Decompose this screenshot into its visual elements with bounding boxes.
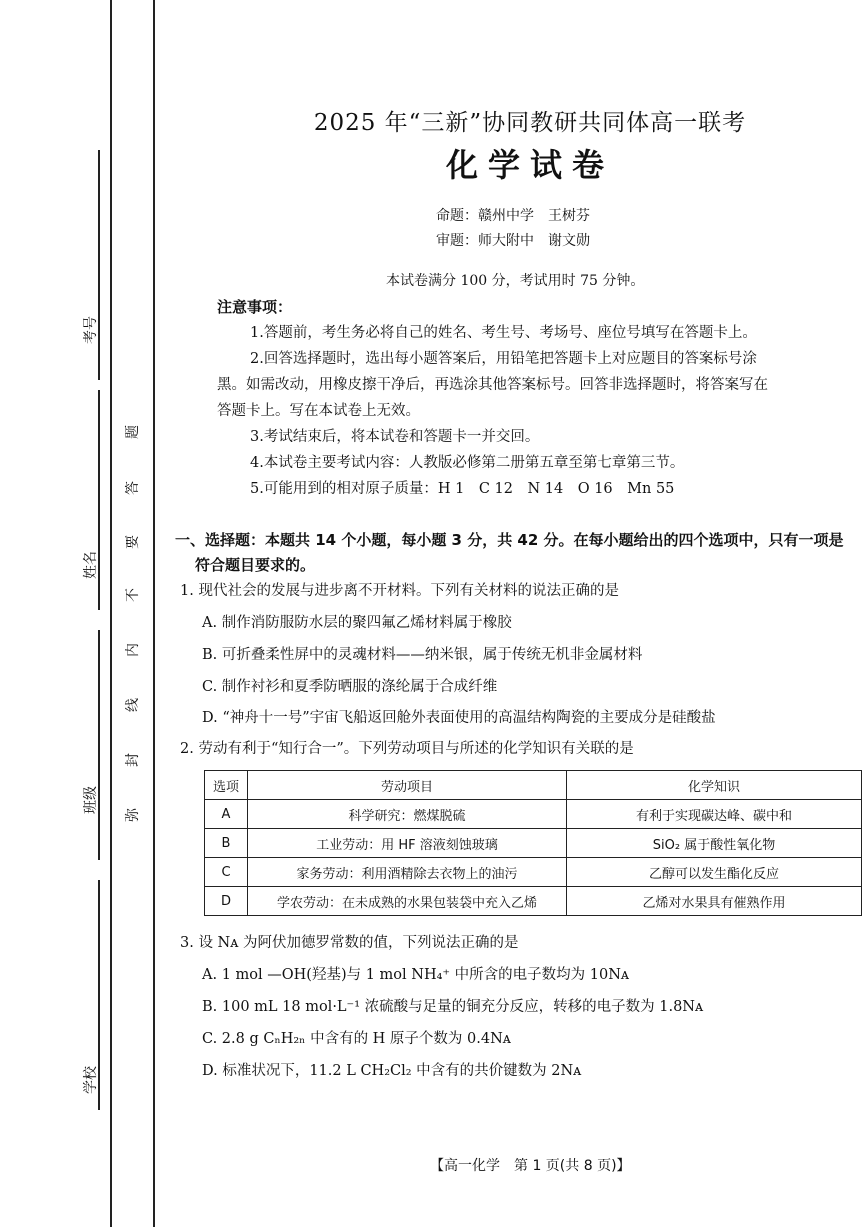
name-label: 姓名 [83,551,99,579]
table-cell: C [205,858,248,887]
table-header-cell: 劳动项目 [248,771,567,800]
table-row [205,800,862,829]
page-footer: 【高一化学 第 1 页(共 8 页)】 [430,1158,631,1174]
table-row [205,829,862,858]
notice-item: 4.本试卷主要考试内容：人教版必修第二册第五章至第七章第三节。 [250,455,685,471]
section-heading-line2: 符合题目要求的。 [195,556,316,574]
exam-number-blank [98,150,100,380]
full-score-note: 本试卷满分 100 分，考试用时 75 分钟。 [386,273,645,289]
table-cell: D [205,887,248,916]
table-cell: A [205,800,248,829]
question-1-option: B. 可折叠柔性屏中的灵魂材料——纳米银，属于传统无机非金属材料 [202,647,643,663]
author-line: 命题：赣州中学 王树芬 [436,208,590,224]
question-2-table [204,770,862,916]
seal-char: 题 [125,425,141,439]
notice-item: 答题卡上。写在本试卷上无效。 [217,403,420,419]
question-1-option: D. “神舟十一号”宇宙飞船返回舱外表面使用的高温结构陶瓷的主要成分是硅酸盐 [202,710,716,726]
table-cell: 家务劳动：利用酒精除去衣物上的油污 [248,858,567,887]
table-header-cell: 选项 [205,771,248,800]
margin-rule-outer [110,0,112,1227]
table-cell: 乙醇可以发生酯化反应 [567,858,862,887]
question-3-option: D. 标准状况下，11.2 L CH₂Cl₂ 中含有的共价键数为 2Nᴀ [202,1063,582,1079]
table-cell: 工业劳动：用 HF 溶液刻蚀玻璃 [248,829,567,858]
table-cell: 科学研究：燃煤脱硫 [248,800,567,829]
question-1-option: C. 制作衬衫和夏季防晒服的涤纶属于合成纤维 [202,679,498,695]
margin-rule-inner [153,0,155,1227]
notice-item: 3.考试结束后，将本试卷和答题卡一并交回。 [250,429,540,445]
question-3-option: C. 2.8 g CₙH₂ₙ 中含有的 H 原子个数为 0.4Nᴀ [202,1031,511,1047]
table-header-cell: 化学知识 [567,771,862,800]
notice-item: 5.可能用到的相对原子质量：H 1 C 12 N 14 O 16 Mn 55 [250,481,675,497]
notice-item: 黑。如需改动，用橡皮擦干净后，再选涂其他答案标号。回答非选择题时，将答案写在 [217,377,768,393]
seal-char: 答 [125,481,141,495]
table-row [205,858,862,887]
table-cell: 有利于实现碳达峰、碳中和 [567,800,862,829]
seal-char: 内 [125,643,141,657]
question-3-stem: 3. 设 Nᴀ 为阿伏加德罗常数的值，下列说法正确的是 [180,935,519,951]
reviewer-line: 审题：师大附中 谢文勋 [436,233,590,249]
class-blank [98,630,100,860]
seal-char: 线 [125,698,141,712]
table-cell: 学农劳动：在未成熟的水果包装袋中充入乙烯 [248,887,567,916]
table-header-row [205,771,862,800]
seal-char: 不 [125,588,141,602]
school-label: 学校 [83,1066,99,1094]
section-heading-line1: 一、选择题：本题共 14 个小题，每小题 3 分，共 42 分。在每小题给出的四个选项中，只有一项是 [175,531,844,549]
table-cell: B [205,829,248,858]
table-row [205,887,862,916]
question-2-stem: 2. 劳动有利于“知行合一”。下列劳动项目与所述的化学知识有关联的是 [180,741,634,757]
seal-char: 封 [125,753,141,767]
section-heading [175,528,865,578]
exam-subject: 化学试卷 [445,146,614,184]
exam-number-label: 考号 [83,316,99,344]
notice-item: 2.回答选择题时，选出每小题答案后，用铅笔把答题卡上对应题目的答案标号涂 [250,351,757,367]
seal-char: 要 [125,535,141,549]
class-label: 班级 [83,786,99,814]
table-cell: 乙烯对水果具有催熟作用 [567,887,862,916]
notice-item: 1.答题前，考生务必将自己的姓名、考生号、考场号、座位号填写在答题卡上。 [250,325,757,341]
notice-heading: 注意事项： [217,298,293,316]
table-cell: SiO₂ 属于酸性氧化物 [567,829,862,858]
question-1-stem: 1. 现代社会的发展与进步离不开材料。下列有关材料的说法正确的是 [180,583,619,599]
question-1-option: A. 制作消防服防水层的聚四氟乙烯材料属于橡胶 [202,615,512,631]
seal-char: 弥 [125,808,141,822]
question-3-option: B. 100 mL 18 mol·L⁻¹ 浓硫酸与足量的铜充分反应，转移的电子数为 1.8Nᴀ [202,999,704,1015]
question-3-option: A. 1 mol —OH(羟基)与 1 mol NH₄⁺ 中所含的电子数均为 10Nᴀ [202,967,630,983]
exam-title: 2025 年“三新”协同教研共同体高一联考 [313,110,747,136]
